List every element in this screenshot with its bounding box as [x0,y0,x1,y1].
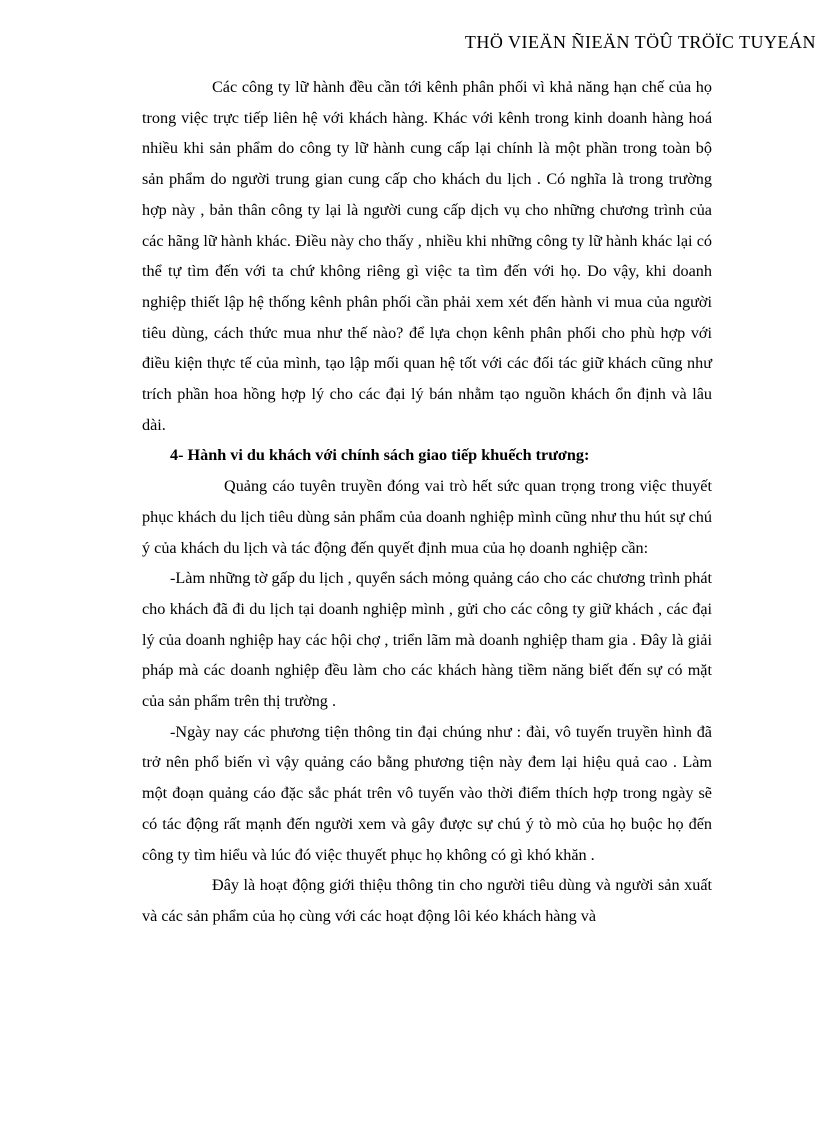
paragraph-distribution-channels: Các công ty lữ hành đều cần tới kênh phân phối vì khả năng hạn chế của họ trong việc trực tiếp liên hệ với khách hàng. Khác với kênh trong kinh doanh hàng hoá nhiều khi sản phẩm do công ty lữ hành cung cấp lại chính là một phần trong toàn bộ sản phẩm do người trung gian cung cấp cho khách du lịch . Có nghĩa là trong trường hợp này , bản thân công ty lại là người cung cấp dịch vụ cho những chương trình của các hãng lữ hành khác. Điều này cho thấy , nhiều khi những công ty lữ hành khác lại có thể tự tìm đến với ta chứ không riêng gì việc ta tìm đến với họ. Do vậy, khi doanh nghiệp thiết lập hệ thống kênh phân phối cần phải xem xét đến hành vi mua của người tiêu dùng, cách thức mua như thế nào? để lựa chọn kênh phân phối cho phù hợp với điều kiện thực tế của mình, tạo lập mối quan hệ tốt với các đối tác giữ khách cũng như trích phần hoa hồng hợp lý cho các đại lý bán nhằm tạo nguồn khách ổn định và lâu dài. [142,78,712,434]
page-header: THÖ VIEÄN ÑIEÄN TÖÛ TRÖÏC TUYEÁN [464,32,816,52]
paragraph-mass-media: -Ngày nay các phương tiện thông tin đại chúng như : đài, vô tuyến truyền hình đã trở nên phổ biến vì vậy quảng cáo bằng phương tiện này đem lại hiệu quả cao . Làm một đoạn quảng cáo đặc sắc phát trên vô tuyến vào thời điểm thích hợp trong ngày sẽ có tác động rất mạnh đến người xem và gây được sự chú ý tò mò của họ buộc họ đến công ty tìm hiểu và lúc đó việc thuyết phục họ không có gì khó khăn . [142,722,712,864]
section-heading: 4- Hành vi du khách với chính sách giao tiếp khuếch trương: [170,446,590,465]
paragraph-advertising-intro: Quảng cáo tuyên truyền đóng vai trò hết sức quan trọng trong việc thuyết phục khách du lịch tiêu dùng sản phẩm của doanh nghiệp mình cũng như thu hút sự chú ý của khách du lịch và tác động đến quyết định mua của họ doanh nghiệp cần: [142,477,712,557]
paragraph-brochures: -Làm những tờ gấp du lịch , quyển sách mỏng quảng cáo cho các chương trình phát cho khách đã đi du lịch tại doanh nghiệp mình , gửi cho các công ty giữ khách , các đại lý của doanh nghiệp hay các hội chợ , triển lãm mà doanh nghiệp tham gia . Đây là giải pháp mà các doanh nghiệp đều làm cho các khách hàng tiềm năng biết đến sự có mặt của sản phẩm trên thị trường . [142,569,712,711]
document-body [142,72,712,932]
paragraph-promotion: Đây là hoạt động giới thiệu thông tin cho người tiêu dùng và người sản xuất và các sản phẩm của họ cùng với các hoạt động lôi kéo khách hàng và [142,876,712,925]
